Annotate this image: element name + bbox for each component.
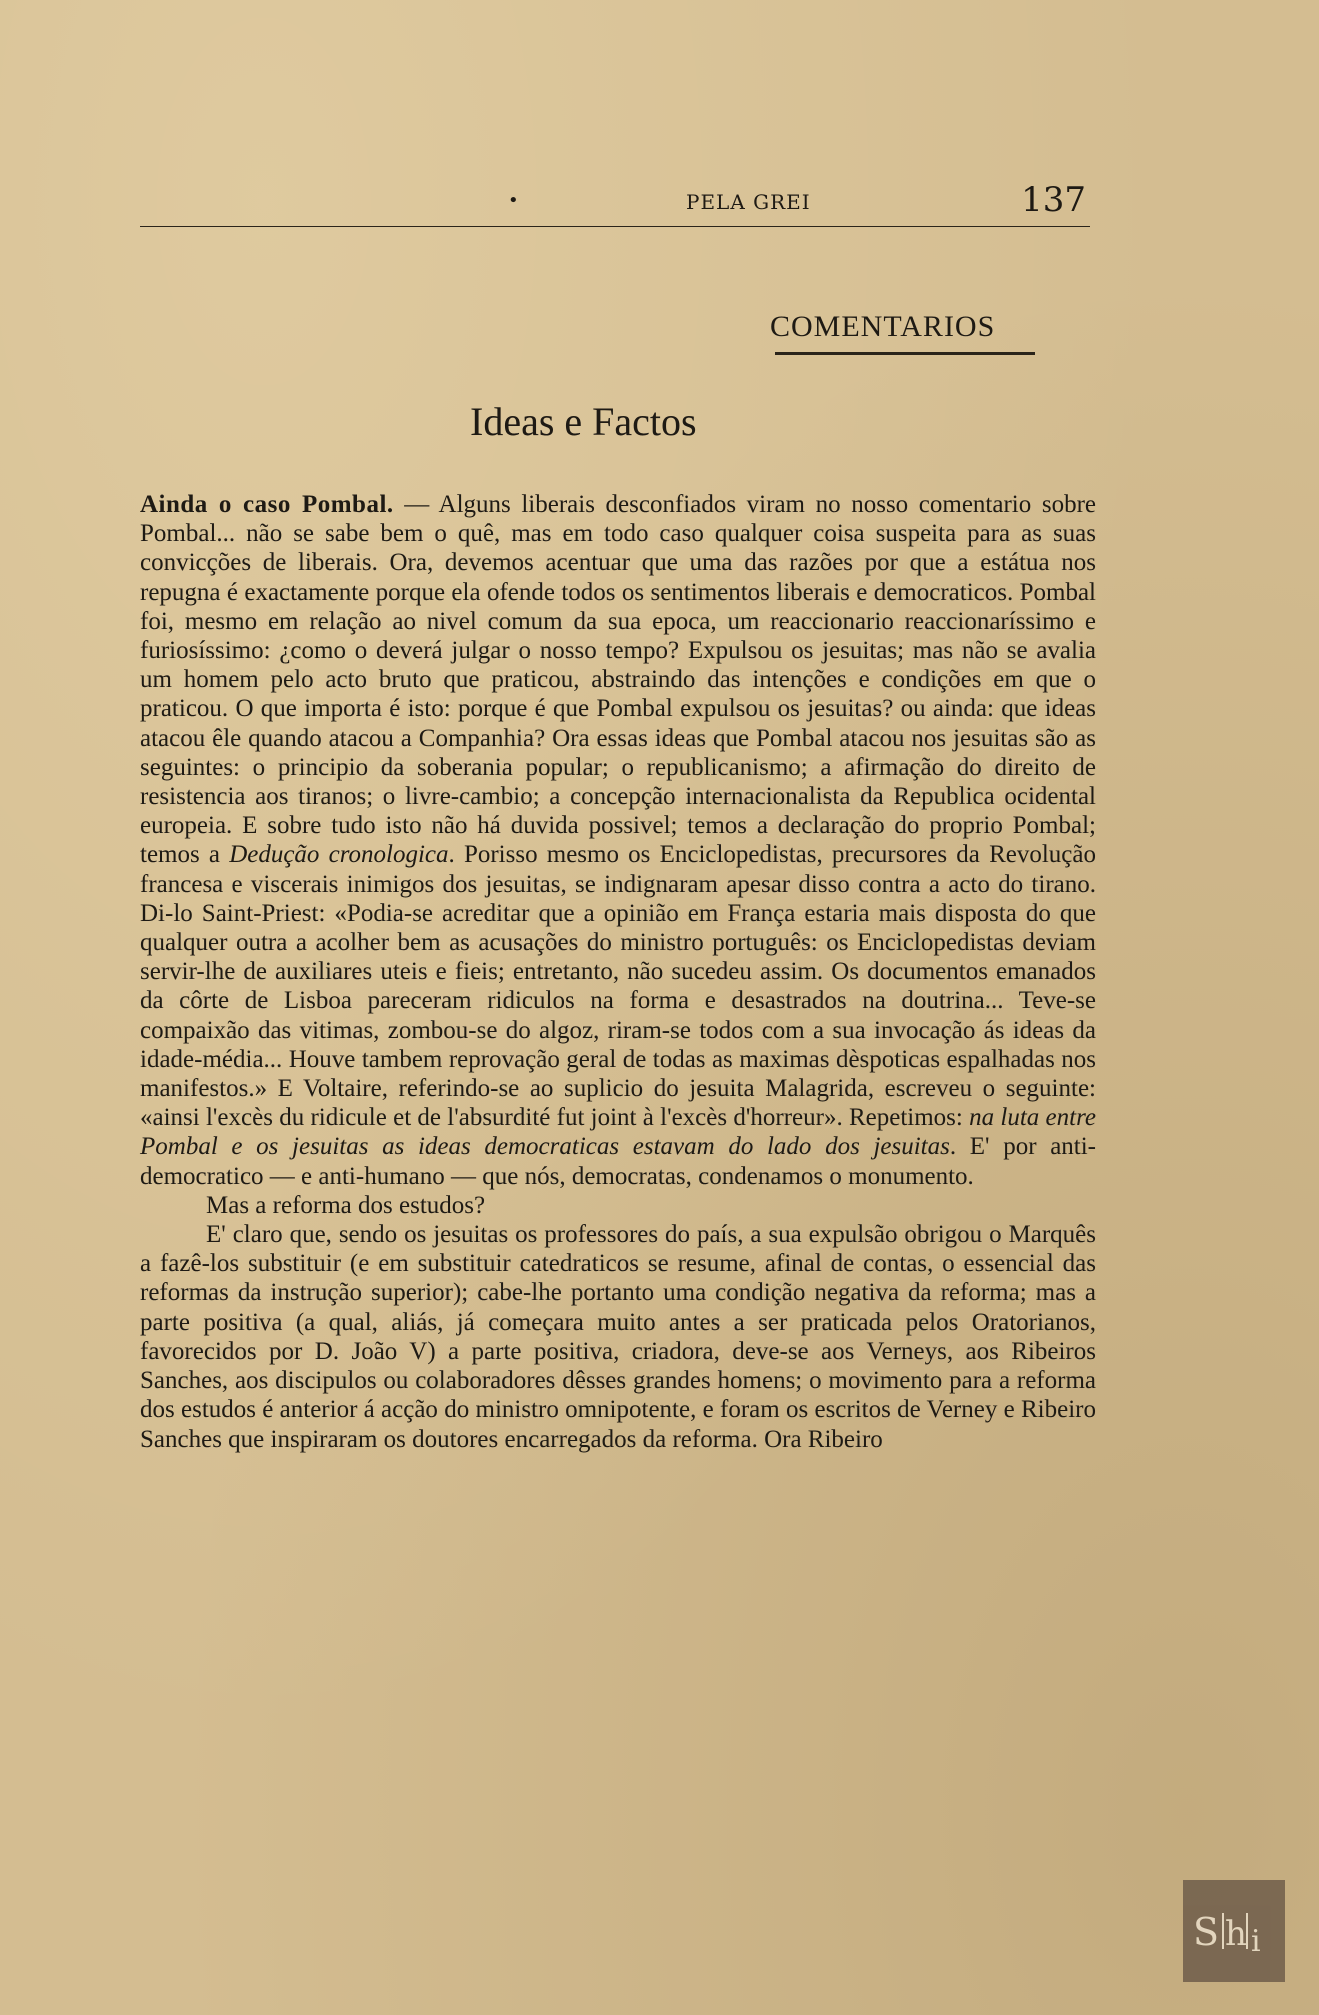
article-body [140, 490, 1096, 1454]
library-logo-icon [1183, 1880, 1285, 1982]
svg-text:S: S [1193, 1910, 1220, 1954]
bullet-icon: • [508, 190, 519, 211]
text-segment: . Porisso mesmo os Enciclopedistas, precursores da Revolução francesa e viscerais inimigos dos jesuitas, se indignaram apesar disso contra a acto do tirano. Di-lo Saint-Priest: «Podia-se acreditar que a opinião em França estaria mais disposta do que qualquer outra a acolher bem as acusações do ministro português: os Enciclopedistas deviam servir-lhe de auxiliares uteis e fieis; entretanto, não sucedeu assim. Os documentos emanados da côrte de Lisboa pareceram ridiculos na forma e desastrados na doutrina... Teve-se compaixão das vitimas, zombou-se do algoz, riram-se todos com a sua invocação ás ideas da idade-média... Houve tambem reprovação geral de todas as maximas dèspoticas espalhadas nos manifestos.» E Voltaire, referindo-se ao suplicio do jesuita Malagrida, escreveu o seguinte: «ainsi l'excès du ridicule et de l'absurdité fut joint à l'excès d'horreur». Repetimos: [140, 841, 1096, 1132]
text-segment: . E' por anti-democratico — e anti-humano — que nós, democratas, condenamos o monumento. [140, 1133, 1097, 1190]
text-segment: Mas a reforma dos estudos? [206, 1191, 486, 1219]
italic-text: na luta entre Pombal e os jesuitas as ideas democraticas estavam do lado dos jesuitas [140, 1104, 1096, 1161]
article-title: Ideas e Factos [470, 399, 697, 444]
text-segment: E' claro que, sendo os jesuitas os professores do país, a sua expulsão obrigou o Marquês a fazê-los substituir (e em substituir catedraticos se resume, afinal de contas, o essencial das reformas da instrução superior); cabe-lhe portanto uma condição negativa da reforma; mas a parte positiva (a qual, aliás, já começara muito antes a ser praticada pelos Oratorianos, favorecidos por D. João V) a parte positiva, criadora, deve-se aos Verneys, aos Ribeiros Sanches, aos discipulos ou colaboradores dêsses grandes homens; o movimento para a reforma dos estudos é anterior á acção do ministro omnipotente, e foram os escritos de Verney e Ribeiro Sanches que inspiraram os doutores encarregados da reforma. Ora Ribeiro [140, 1221, 1096, 1453]
section-rule [775, 352, 1035, 355]
text-segment: — Alguns liberais desconfiados viram no nosso comentario sobre Pombal... não se sabe bem o quê, mas em todo caso qualquer coisa suspeita para as suas convicções de liberais. Ora, devemos acentuar que uma das razões por que a estátua nos repugna é exactamente porque ela ofende todos os sentimentos liberais e democraticos. Pombal foi, mesmo em relação ao nivel comum da sua epoca, um reaccionario reaccionaríssimo e furiosíssimo: ¿como o deverá julgar o nosso tempo? Expulsou os jesuitas; mas não se avalia um homem pelo acto bruto que praticou, abstraindo das intenções e condições em que o praticou. O que importa é isto: porque é que Pombal expulsou os jesuitas? ou ainda: que ideas atacou êle quando atacou a Companhia? Ora essas ideas que Pombal atacou nos jesuitas são as seguintes: o principio da soberania popular; o republicanismo; a afirmação do direito de resistencia aos tiranos; o livre-cambio; a concepção internacionalista da Republica ocidental europeia. E sobre tudo isto não há duvida possivel; temos a declaração do proprio Pombal; temos a [140, 491, 1096, 869]
svg-text:h: h [1225, 1914, 1247, 1954]
running-head-title: PELA GREI [686, 190, 811, 214]
paragraph [140, 1191, 1096, 1220]
paragraph [140, 490, 1096, 1191]
paragraph [140, 1220, 1096, 1454]
running-head [140, 180, 1090, 227]
italic-text: Dedução cronologica [229, 841, 449, 869]
paragraph-lead: Ainda o caso Pombal. [140, 491, 394, 518]
page-number: 137 [1021, 180, 1086, 220]
svg-text:i: i [1251, 1924, 1261, 1959]
section-heading: COMENTARIOS [770, 310, 996, 343]
